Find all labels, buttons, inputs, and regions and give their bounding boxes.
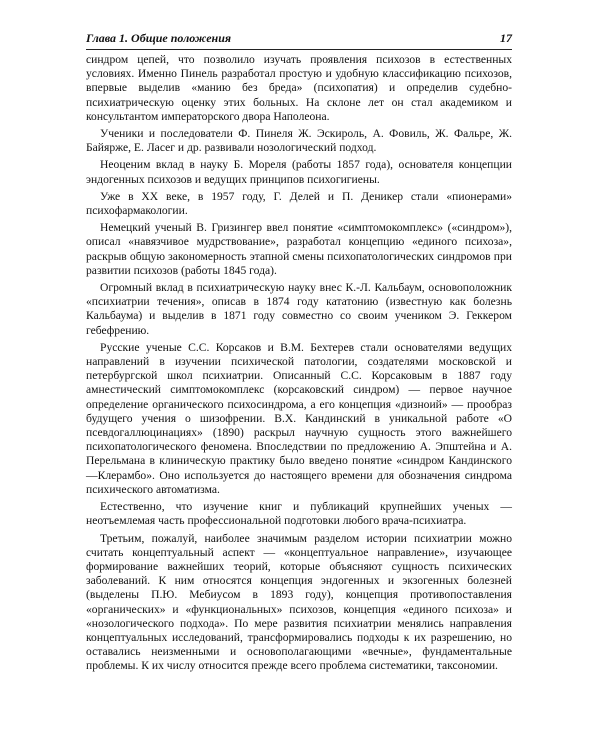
paragraph: синдром цепей, что позволило изучать проявления психозов в естественных условиях. Именно Пинель разработал простую и удобную классификацию психозов, впервые выделив «манию без бреда» (психопатия) и определив судебно-психиатрическую оценку этих больных. На склоне лет он стал академиком и консультантом императорского двора Наполеона. (86, 53, 512, 123)
paragraph: Естественно, что изучение книг и публикаций крупнейших ученых — неотъемлемая часть профессиональной подготовки любого врача-психиатра. (86, 500, 512, 528)
paragraph: Уже в XX веке, в 1957 году, Г. Делей и П. Деникер стали «пионерами» психофармакологии. (86, 189, 512, 218)
paragraph: Немецкий ученый В. Гризингер ввел понятие «симптомокомплекс» («синдром»), описал «навязчивое мудрствование», разработал концепцию «единого психоза», раскрыв общую закономерность этапной смены психопатологических синдромов при развитии психозов (работы 1845 года). (86, 221, 512, 277)
paragraph: Ученики и последователи Ф. Пинеля Ж. Эскироль, А. Фовиль, Ж. Фальре, Ж. Байярже, Е. Ласег и др. развивали нозологический подход. (86, 127, 512, 155)
paragraph: Третьим, пожалуй, наиболее значимым разделом истории психиатрии можно считать концептуальный аспект — «концептуальное направление», изучающее формирование важнейших теорий, которые объясняют сущность психических заболеваний. К ним относятся концепция эндогенных и экзогенных болезней (выделены П.Ю. Мебиусом в 1893 году), концепция противопоставления «органических» и «функциональных» психозов, концепция «единого психоза» и «нозологического подхода». По мере развития психиатрии менялись направления концептуальных исследований, трансформировались подходы к их разрешению, но оставались неизменными и основополагающими «вечные», фундаментальные проблемы. К их числу относится прежде всего проблема систематики, таксономии. (86, 531, 512, 673)
chapter-title: Глава 1. Общие положения (86, 31, 232, 45)
paragraph: Русские ученые С.С. Корсаков и В.М. Бехтерев стали основателями ведущих направлений в изучении психической патологии, создателями московской и петербургской школ психиатрии. Описанный С.С. Корсаковым в 1887 году амнестический симптомокомплекс (корсаковский синдром) — первое научное определение органического психосиндрома, а его концепция «дизноий» — прообраз будущего учения о шизофрении. В.Х. Кандинский в уникальной работе «О псевдогаллюцинациях» (1890) раскрыл научную сущность этого важнейшего психопатологического феномена. Впоследствии по предложению А. Эпштейна и А. Перельмана в клиническую практику было введено понятие «синдром Кандинского—Клерамбо». Оно используется до настоящего времени для обозначения синдрома психического автоматизма. (86, 340, 512, 496)
running-head (86, 31, 512, 46)
paragraph: Неоценим вклад в науку Б. Мореля (работы 1857 года), основателя концепции эндогенных психозов и ведущих принципов психогигиены. (86, 158, 512, 186)
header-rule (86, 49, 512, 50)
page-number: 17 (500, 31, 512, 45)
paragraph: Огромный вклад в психиатрическую науку внес К.-Л. Кальбаум, основоположник «психиатрии течения», описав в 1874 году кататонию (известную как болезнь Кальбаума) и выделив в 1871 году совместно со своим учеником Э. Геккером гебефрению. (86, 281, 512, 337)
body-text (86, 53, 512, 677)
